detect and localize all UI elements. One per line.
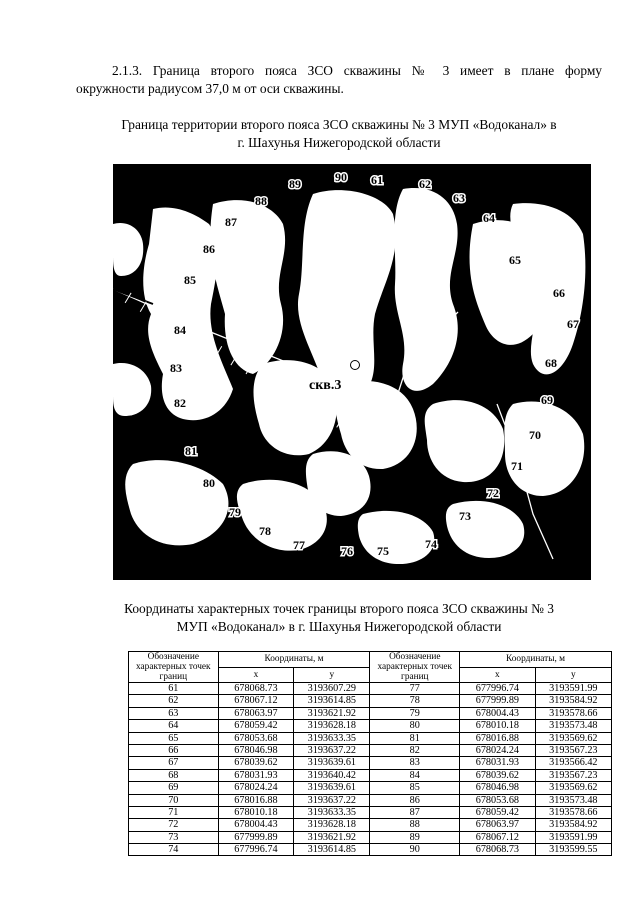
- table-cell-point-id: 61: [129, 683, 219, 695]
- header-y-right: y: [535, 667, 611, 683]
- table-cell-y-coordinate: 3193566.42: [535, 757, 611, 769]
- map-caption-line-2: г. Шахунья Нижегородской области: [237, 135, 441, 150]
- table-cell-y-coordinate: 3193567.23: [535, 769, 611, 781]
- table-cell-x-coordinate: 678067.12: [218, 695, 294, 707]
- map-point-label: 65: [509, 253, 521, 267]
- table-cell-point-id: 84: [370, 769, 460, 781]
- table-cell-x-coordinate: 678067.12: [460, 831, 536, 843]
- table-cell-x-coordinate: 678010.18: [218, 806, 294, 818]
- table-cell-x-coordinate: 677999.89: [460, 695, 536, 707]
- table-cell-x-coordinate: 678039.62: [218, 757, 294, 769]
- map-point-label: 70: [529, 428, 541, 442]
- table-row: [129, 831, 612, 843]
- table-cell-point-id: 69: [129, 782, 219, 794]
- table-cell-x-coordinate: 678031.93: [218, 769, 294, 781]
- map-point-label: 66: [553, 286, 565, 300]
- table-cell-y-coordinate: 3193599.55: [535, 844, 611, 856]
- table-row: [129, 769, 612, 781]
- table-cell-x-coordinate: 678063.97: [460, 819, 536, 831]
- map-point-label: 69: [541, 393, 553, 407]
- map-point-label: 83: [170, 361, 182, 375]
- map-point-label: 90: [335, 170, 347, 184]
- table-cell-y-coordinate: 3193584.92: [535, 695, 611, 707]
- map-point-label: 85: [184, 273, 196, 287]
- table-cell-point-id: 80: [370, 720, 460, 732]
- well-label: скв.3: [309, 378, 342, 393]
- table-cell-point-id: 83: [370, 757, 460, 769]
- map-point-label: 71: [511, 459, 523, 473]
- map-point-label: 84: [174, 323, 186, 337]
- table-cell-point-id: 86: [370, 794, 460, 806]
- table-row: [129, 819, 612, 831]
- table-cell-point-id: 66: [129, 744, 219, 756]
- table-caption-line-2: МУП «Водоканал» в г. Шахунья Нижегородской области: [176, 619, 502, 634]
- table-cell-x-coordinate: 678068.73: [218, 683, 294, 695]
- table-cell-point-id: 63: [129, 707, 219, 719]
- table-cell-point-id: 64: [129, 720, 219, 732]
- table-cell-y-coordinate: 3193621.92: [294, 707, 370, 719]
- table-row: [129, 732, 612, 744]
- table-cell-x-coordinate: 678039.62: [460, 769, 536, 781]
- table-cell-y-coordinate: 3193569.62: [535, 732, 611, 744]
- table-cell-point-id: 65: [129, 732, 219, 744]
- table-cell-point-id: 71: [129, 806, 219, 818]
- table-cell-x-coordinate: 678053.68: [460, 794, 536, 806]
- table-cell-x-coordinate: 678024.24: [460, 744, 536, 756]
- table-cell-point-id: 90: [370, 844, 460, 856]
- section-text-line-2: окружности радиусом 37,0 м от оси скважины.: [76, 81, 344, 96]
- map-point-label: 75: [377, 544, 389, 558]
- table-cell-y-coordinate: 3193639.61: [294, 782, 370, 794]
- table-cell-point-id: 79: [370, 707, 460, 719]
- table-cell-point-id: 77: [370, 683, 460, 695]
- boundary-map-image: [113, 164, 591, 580]
- table-row: [129, 757, 612, 769]
- header-coordinates-right: Координаты, м: [460, 652, 612, 668]
- table-cell-point-id: 87: [370, 806, 460, 818]
- table-cell-point-id: 68: [129, 769, 219, 781]
- table-cell-y-coordinate: 3193569.62: [535, 782, 611, 794]
- table-row: [129, 695, 612, 707]
- coordinates-table-body: [129, 683, 612, 856]
- table-row: [129, 844, 612, 856]
- map-point-label: 80: [203, 476, 215, 490]
- table-row: [129, 720, 612, 732]
- table-cell-x-coordinate: 678004.43: [460, 707, 536, 719]
- table-cell-y-coordinate: 3193614.85: [294, 695, 370, 707]
- table-row: [129, 707, 612, 719]
- table-cell-x-coordinate: 678059.42: [218, 720, 294, 732]
- table-cell-y-coordinate: 3193639.61: [294, 757, 370, 769]
- table-cell-y-coordinate: 3193578.66: [535, 707, 611, 719]
- table-cell-y-coordinate: 3193573.48: [535, 794, 611, 806]
- table-cell-x-coordinate: 678059.42: [460, 806, 536, 818]
- table-cell-x-coordinate: 678004.43: [218, 819, 294, 831]
- map-point-label: 88: [255, 194, 267, 208]
- table-cell-x-coordinate: 678063.97: [218, 707, 294, 719]
- map-point-label: 79: [229, 505, 241, 519]
- map-point-label: 73: [459, 509, 471, 523]
- map-point-label: 64: [483, 211, 495, 225]
- table-cell-x-coordinate: 678046.98: [218, 744, 294, 756]
- map-point-label: 67: [567, 317, 579, 331]
- table-row: [129, 744, 612, 756]
- map-point-label: 86: [203, 242, 215, 256]
- table-cell-x-coordinate: 678024.24: [218, 782, 294, 794]
- table-cell-x-coordinate: 678016.88: [218, 794, 294, 806]
- header-point-id-right: Обозначение характерных точек границ: [370, 652, 460, 683]
- table-cell-x-coordinate: 677996.74: [218, 844, 294, 856]
- map-caption-line-1: Граница территории второго пояса ЗСО скважины № 3 МУП «Водоканал» в: [121, 117, 557, 132]
- table-cell-x-coordinate: 677999.89: [218, 831, 294, 843]
- table-cell-y-coordinate: 3193637.22: [294, 794, 370, 806]
- table-cell-x-coordinate: 678010.18: [460, 720, 536, 732]
- table-caption: [76, 600, 602, 636]
- header-x-right: x: [460, 667, 536, 683]
- table-cell-y-coordinate: 3193614.85: [294, 844, 370, 856]
- map-point-label: 89: [289, 177, 301, 191]
- header-y-left: y: [294, 667, 370, 683]
- table-cell-point-id: 88: [370, 819, 460, 831]
- map-point-label: 63: [453, 191, 465, 205]
- table-cell-point-id: 81: [370, 732, 460, 744]
- table-cell-x-coordinate: 677996.74: [460, 683, 536, 695]
- table-cell-y-coordinate: 3193637.22: [294, 744, 370, 756]
- map-point-label: 68: [545, 356, 557, 370]
- header-point-id-left: Обозначение характерных точек границ: [129, 652, 219, 683]
- table-cell-y-coordinate: 3193573.48: [535, 720, 611, 732]
- table-cell-y-coordinate: 3193584.92: [535, 819, 611, 831]
- table-cell-y-coordinate: 3193578.66: [535, 806, 611, 818]
- map-point-label: 82: [174, 396, 186, 410]
- map-point-label: 61: [371, 173, 383, 187]
- table-cell-y-coordinate: 3193591.99: [535, 831, 611, 843]
- table-cell-point-id: 74: [129, 844, 219, 856]
- table-row: [129, 782, 612, 794]
- table-cell-point-id: 89: [370, 831, 460, 843]
- table-cell-y-coordinate: 3193640.42: [294, 769, 370, 781]
- table-row: [129, 806, 612, 818]
- table-cell-point-id: 85: [370, 782, 460, 794]
- table-cell-y-coordinate: 3193633.35: [294, 732, 370, 744]
- section-paragraph: [76, 62, 602, 98]
- map-point-label: 74: [425, 537, 437, 551]
- table-cell-y-coordinate: 3193628.18: [294, 720, 370, 732]
- table-cell-y-coordinate: 3193591.99: [535, 683, 611, 695]
- table-cell-x-coordinate: 678046.98: [460, 782, 536, 794]
- map-point-label: 72: [487, 486, 499, 500]
- map-point-label: 78: [259, 524, 271, 538]
- table-cell-y-coordinate: 3193607.29: [294, 683, 370, 695]
- section-text-line-1: 2.1.3. Граница второго пояса ЗСО скважины № 3 имеет в плане форму: [112, 63, 602, 78]
- table-row: [129, 683, 612, 695]
- table-cell-x-coordinate: 678031.93: [460, 757, 536, 769]
- table-cell-point-id: 73: [129, 831, 219, 843]
- well-marker: [351, 361, 360, 370]
- table-cell-point-id: 70: [129, 794, 219, 806]
- map-point-label: 62: [419, 177, 431, 191]
- coordinates-table: [128, 651, 612, 856]
- table-cell-y-coordinate: 3193633.35: [294, 806, 370, 818]
- table-cell-point-id: 78: [370, 695, 460, 707]
- table-cell-x-coordinate: 678053.68: [218, 732, 294, 744]
- map-point-label: 87: [225, 215, 237, 229]
- table-cell-x-coordinate: 678068.73: [460, 844, 536, 856]
- table-cell-y-coordinate: 3193628.18: [294, 819, 370, 831]
- table-cell-point-id: 67: [129, 757, 219, 769]
- table-cell-y-coordinate: 3193621.92: [294, 831, 370, 843]
- table-cell-point-id: 82: [370, 744, 460, 756]
- table-cell-x-coordinate: 678016.88: [460, 732, 536, 744]
- map-point-label: 76: [341, 544, 353, 558]
- header-x-left: x: [218, 667, 294, 683]
- table-cell-y-coordinate: 3193567.23: [535, 744, 611, 756]
- header-coordinates-left: Координаты, м: [218, 652, 370, 668]
- table-cell-point-id: 72: [129, 819, 219, 831]
- map-caption: [76, 116, 602, 152]
- table-row: [129, 794, 612, 806]
- map-point-label: 81: [185, 444, 197, 458]
- map-point-label: 77: [293, 538, 305, 552]
- boundary-map: [113, 164, 591, 580]
- table-caption-line-1: Координаты характерных точек границы второго пояса ЗСО скважины № 3: [124, 601, 554, 616]
- table-cell-point-id: 62: [129, 695, 219, 707]
